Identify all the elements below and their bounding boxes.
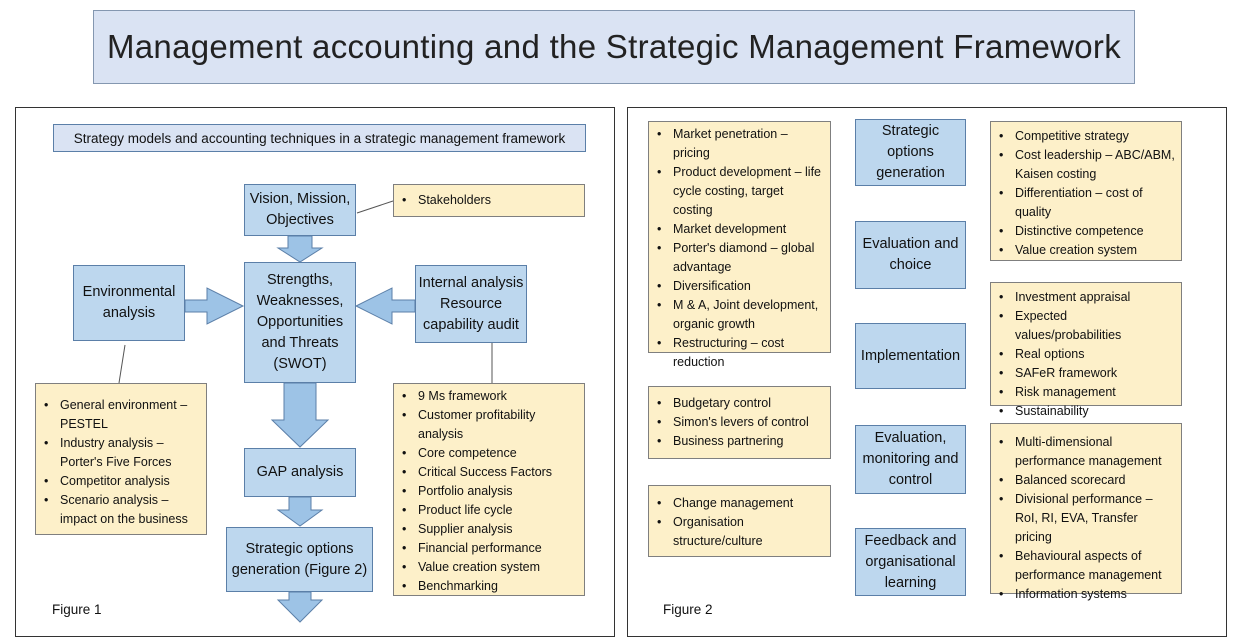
list-item: • Budgetary control [649, 394, 824, 413]
list-item: • Customer profitability analysis [394, 406, 578, 444]
list-item: • Investment appraisal [991, 288, 1175, 307]
arrow-env-swot [185, 288, 243, 324]
list-item: • Multi-dimensional performance management [991, 433, 1175, 471]
internal-items-box [393, 383, 585, 596]
list-item: • Financial performance [394, 539, 578, 558]
feedback-learning-box: Feedback and organisational learning [855, 528, 966, 596]
list-item: • Product life cycle [394, 501, 578, 520]
competitive-strategy-box [990, 121, 1182, 261]
list-item: • Business partnering [649, 432, 824, 451]
list-item: • Behavioural aspects of performance management [991, 547, 1175, 585]
list-item: • Supplier analysis [394, 520, 578, 539]
list-item: • Restructuring – cost reduction [649, 334, 824, 372]
list-item: • Distinctive competence [991, 222, 1175, 241]
internal-analysis-box: Internal analysis Resource capability audit [415, 265, 527, 343]
list-item: • Benchmarking [394, 577, 578, 596]
list-item: • Information systems [991, 585, 1175, 604]
list-item: • Differentiation – cost of quality [991, 184, 1175, 222]
list-item: • Risk management [991, 383, 1175, 402]
list-item: • Market penetration – pricing [649, 125, 824, 163]
list-item: • M & A, Joint development, organic growth [649, 296, 824, 334]
list-item: • Product development – life cycle costing, target costing [649, 163, 824, 220]
list-item: • Core competence [394, 444, 578, 463]
investment-appraisal-box [990, 282, 1182, 418]
change-management-box [648, 485, 831, 557]
list-item: • Porter's diamond – global advantage [649, 239, 824, 277]
arrow-swot-gap [272, 383, 328, 447]
strategic-options-generation-box: Strategic options generation [855, 119, 966, 186]
figure-1-label: Figure 1 [52, 602, 102, 617]
list-item: • General environment – PESTEL [36, 396, 200, 434]
swot-box: Strengths, Weaknesses, Opportunities and Threats (SWOT) [244, 262, 356, 383]
stakeholders-box [393, 184, 585, 217]
list-item: • Simon's levers of control [649, 413, 824, 432]
environmental-items-box [35, 383, 207, 535]
list-item: • Divisional performance – RoI, RI, EVA, Transfer pricing [991, 490, 1175, 547]
arrow-vision-swot [278, 236, 322, 262]
arrow-gap-sog [278, 497, 322, 526]
list-item: • Stakeholders [394, 191, 584, 210]
page-title: Management accounting and the Strategic Management Framework [93, 10, 1135, 84]
market-items-box [648, 121, 831, 369]
list-item: • Value creation system [394, 558, 578, 577]
strategic-options-figure2-box: Strategic options generation (Figure 2) [226, 527, 373, 592]
list-item: • Industry analysis – Porter's Five Forces [36, 434, 200, 472]
list-item: • Balanced scorecard [991, 471, 1175, 490]
list-item: • Expected values/probabilities [991, 307, 1175, 345]
evaluation-monitoring-control-box: Evaluation, monitoring and control [855, 425, 966, 494]
environmental-analysis-box: Environmental analysis [73, 265, 185, 341]
list-item: • Value creation system [991, 241, 1175, 260]
list-item: • Market development [649, 220, 824, 239]
budgetary-control-box [648, 386, 831, 459]
list-item: • Critical Success Factors [394, 463, 578, 482]
list-item: • Portfolio analysis [394, 482, 578, 501]
evaluation-and-choice-box: Evaluation and choice [855, 221, 966, 289]
vision-mission-objectives-box: Vision, Mission, Objectives [244, 184, 356, 236]
list-item: • 9 Ms framework [394, 387, 578, 406]
list-item: • Scenario analysis – impact on the business [36, 491, 200, 529]
list-item: • Diversification [649, 277, 824, 296]
list-item: • Organisation structure/culture [649, 513, 824, 551]
arrow-sog-bottom [278, 592, 322, 622]
list-item: • Change management [649, 494, 824, 513]
list-item: • Competitor analysis [36, 472, 200, 491]
list-item: • Competitive strategy [991, 127, 1175, 146]
list-item: • Cost leadership – ABC/ABM, Kaisen costing [991, 146, 1175, 184]
performance-management-box [990, 423, 1182, 601]
gap-analysis-box: GAP analysis [244, 448, 356, 497]
figure-2-label: Figure 2 [663, 602, 713, 617]
list-item: • SAFeR framework [991, 364, 1175, 383]
implementation-box: Implementation [855, 323, 966, 389]
list-item: • Real options [991, 345, 1175, 364]
list-item: • Sustainability [991, 402, 1175, 421]
arrow-internal-swot [356, 288, 415, 324]
figure-1-header: Strategy models and accounting techniques in a strategic management framework [53, 124, 586, 152]
